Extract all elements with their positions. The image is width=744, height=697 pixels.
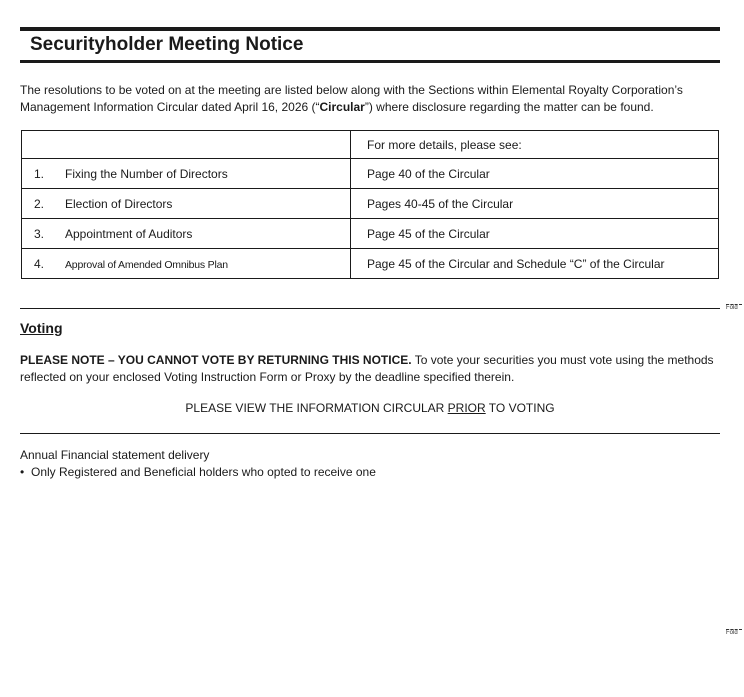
title-rule — [20, 60, 720, 63]
table-row — [22, 189, 719, 219]
list-item — [20, 465, 376, 480]
resolution-number: 4. — [33, 256, 44, 271]
bullet-symbol: • — [20, 465, 25, 479]
table-header-details: For more details, please see: — [351, 131, 719, 159]
details-cell: Page 40 of the Circular — [351, 159, 719, 189]
table-header-row — [22, 131, 719, 159]
voting-heading: Voting — [20, 320, 63, 336]
resolution-number: 2. — [33, 196, 44, 211]
details-cell: Pages 40-45 of the Circular — [351, 189, 719, 219]
view-notice-text-2: TO VOTING — [485, 401, 555, 415]
resolution-name: Election of Directors — [65, 196, 173, 211]
voting-paragraph — [20, 352, 720, 386]
table-row — [22, 159, 719, 189]
intro-text-2: ”) where disclosure regarding the matter can be found. — [364, 100, 654, 114]
table-header-empty-cell — [22, 131, 351, 159]
financial-statement-bullet: Only Registered and Beneficial holders who opted to receive one — [31, 465, 376, 479]
intro-circular-bold: Circular — [319, 100, 365, 114]
resolution-cell — [22, 189, 351, 219]
fold-rule — [20, 308, 720, 309]
voting-bold-note: PLEASE NOTE – YOU CANNOT VOTE BY RETURNING THIS NOTICE. — [20, 353, 412, 367]
details-cell: Page 45 of the Circular — [351, 219, 719, 249]
page-title: Securityholder Meeting Notice — [30, 34, 304, 55]
resolutions-table — [21, 130, 719, 279]
view-notice-text-1: PLEASE VIEW THE INFORMATION CIRCULAR — [185, 401, 448, 415]
financial-statement-title: Annual Financial statement delivery — [20, 448, 210, 462]
resolution-cell — [22, 219, 351, 249]
fold-label-bottom: Fold — [726, 630, 738, 636]
view-notice-prior: PRIOR — [447, 401, 486, 415]
top-rule — [20, 27, 720, 31]
table-row — [22, 249, 719, 279]
resolution-cell — [22, 249, 351, 279]
table-row — [22, 219, 719, 249]
resolution-name: Fixing the Number of Directors — [65, 166, 228, 181]
resolution-number: 3. — [33, 226, 44, 241]
resolution-name: Appointment of Auditors — [65, 226, 193, 241]
details-cell: Page 45 of the Circular and Schedule “C” of the Circular — [351, 249, 719, 279]
intro-text-1: The resolutions to be voted on at the meeting are listed below along with the Sections within Elemental Royalty Corporation’s Management Information Circular dated April 16, 2026 (“ — [20, 83, 683, 114]
section-divider — [20, 433, 720, 434]
intro-paragraph — [20, 82, 720, 116]
resolution-cell — [22, 159, 351, 189]
voting-instructions: To vote your securities you must vote using the methods reflected on your enclosed Voting Instruction Form or Proxy by the deadline specified therein. — [20, 353, 714, 384]
resolution-name: Approval of Amended Omnibus Plan — [65, 258, 228, 271]
view-circular-notice — [20, 401, 720, 416]
resolution-number: 1. — [33, 166, 44, 181]
fold-label: Fold — [726, 305, 738, 311]
